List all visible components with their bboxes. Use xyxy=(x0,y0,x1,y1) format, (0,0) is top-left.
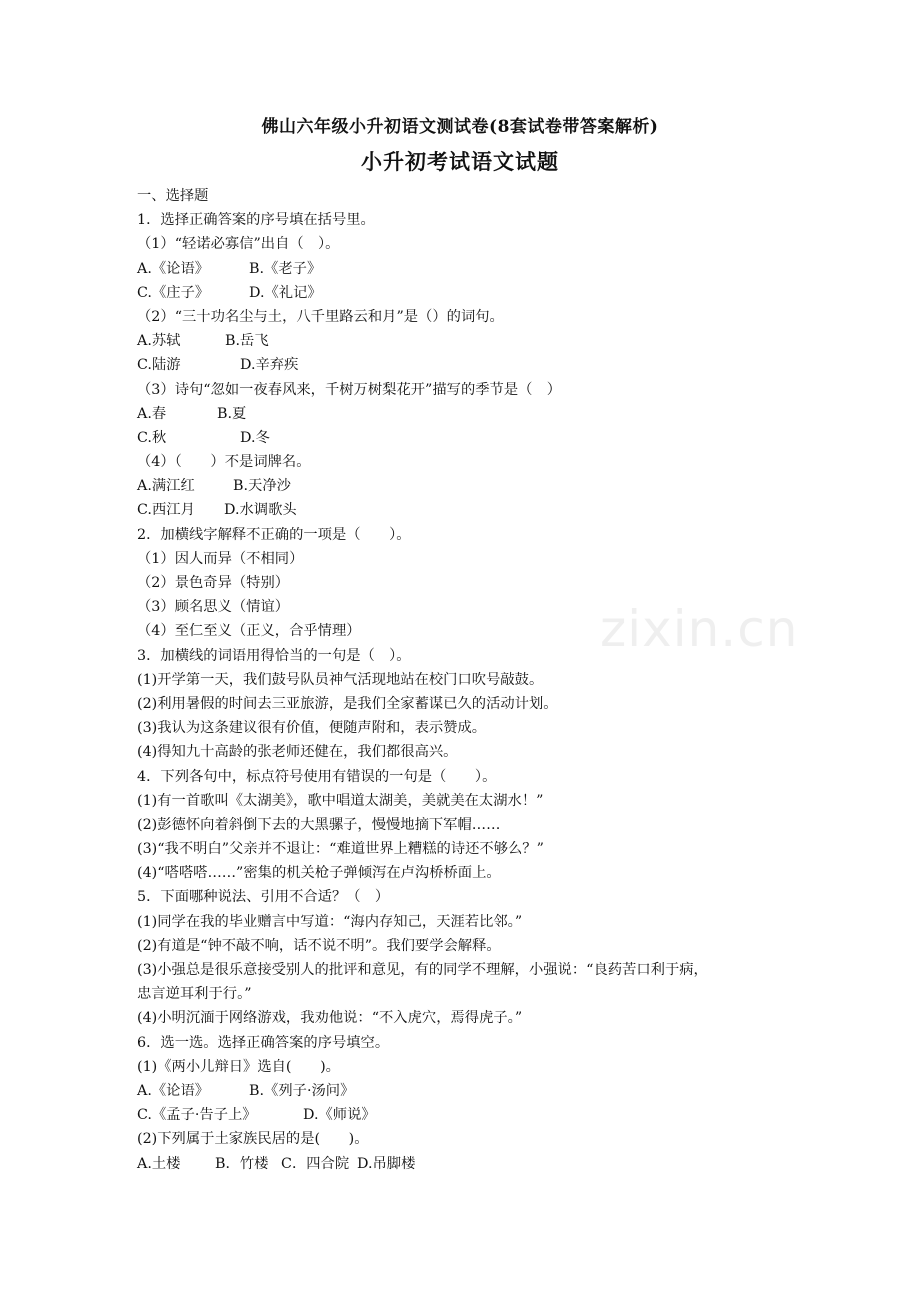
text-line: (1)有一首歌叫《太湖美》，歌中唱道太湖美，美就美在太湖水！” xyxy=(137,792,544,809)
option-row xyxy=(137,498,787,522)
text-line: (4)“嗒嗒嗒……”密集的机关枪子弹倾泻在卢沟桥桥面上。 xyxy=(137,865,501,882)
document-subtitle: 小升初考试语文试题 xyxy=(361,149,559,174)
text-line: 一、选择题 xyxy=(137,188,209,204)
option-item: A.春 xyxy=(137,405,167,422)
option-row xyxy=(137,329,787,353)
text-line: （4）（ ）不是词牌名。 xyxy=(137,454,311,471)
option-item: A.《论语》 xyxy=(137,260,210,277)
option-row xyxy=(137,1079,787,1103)
text-line: (3)我认为这条建议很有价值，便随声附和，表示赞成。 xyxy=(137,720,487,737)
text-line: （3）诗句“忽如一夜春风来，千树万树梨花开”描写的季节是（ ） xyxy=(137,381,562,398)
text-line: 3．加横线的词语用得恰当的一句是（ ）。 xyxy=(137,647,411,664)
text-line: （3）顾名思义（情谊） xyxy=(137,599,290,616)
option-item: A.苏轼 xyxy=(137,333,181,350)
option-row xyxy=(137,402,787,426)
text-line: (1)同学在我的毕业赠言中写道：“海内存知己，天涯若比邻。” xyxy=(137,913,523,930)
option-item: A.《论语》 xyxy=(137,1082,210,1099)
text-line: (4)得知九十高龄的张老师还健在，我们都很高兴。 xyxy=(137,744,458,761)
option-item: D.水调歌头 xyxy=(224,502,297,519)
option-row xyxy=(137,281,787,305)
text-line: (1)开学第一天，我们鼓号队员神气活现地站在校门口吹号敲鼓。 xyxy=(137,671,544,688)
option-item: C.《孟子·告子上》 xyxy=(137,1107,257,1124)
text-line: 6．选一选。选择正确答案的序号填空。 xyxy=(137,1034,390,1051)
option-item: B.岳飞 xyxy=(225,333,269,350)
watermark-text: zixin.cn xyxy=(600,600,799,658)
document-body xyxy=(137,184,787,1176)
option-item: A.满江红 xyxy=(137,478,195,495)
option-item: B.《列子·汤问》 xyxy=(249,1082,355,1099)
text-line: (3)小强总是很乐意接受别人的批评和意见，有的同学不理解，小强说：“良药苦口利于病， xyxy=(137,962,708,978)
option-row xyxy=(137,474,787,498)
text-line: (2)有道是“钟不敲不响，话不说不明”。我们要学会解释。 xyxy=(137,937,501,954)
text-line: 4．下列各句中，标点符号使用有错误的一句是（ ）。 xyxy=(137,768,497,785)
option-row xyxy=(137,1152,787,1176)
text-line: 忠言逆耳利于行。” xyxy=(137,986,252,1003)
option-item: D.《礼记》 xyxy=(249,284,322,301)
option-row xyxy=(137,426,787,450)
option-item: C.西江月 xyxy=(137,502,195,519)
option-item: B.夏 xyxy=(217,405,247,422)
document-title: 佛山六年级小升初语文测试卷(8套试卷带答案解析) xyxy=(261,117,659,137)
option-item: C．四合院 xyxy=(281,1155,350,1172)
text-line: (2)利用暑假的时间去三亚旅游，是我们全家蓄谋已久的活动计划。 xyxy=(137,695,558,712)
option-item: D.《师说》 xyxy=(303,1107,376,1124)
option-item: B.《老子》 xyxy=(249,260,322,277)
option-row xyxy=(137,1103,787,1127)
option-item: B.天净沙 xyxy=(233,478,291,495)
option-item: C.陆游 xyxy=(137,357,181,374)
option-row xyxy=(137,257,787,281)
text-line: （2）“三十功名尘与土，八千里路云和月”是（）的词句。 xyxy=(137,308,504,325)
text-line: 1．选择正确答案的序号填在括号里。 xyxy=(137,212,375,229)
option-item: D.吊脚楼 xyxy=(357,1155,416,1172)
option-item: B．竹楼 xyxy=(215,1155,269,1172)
text-line: 2．加横线字解释不正确的一项是（ ）。 xyxy=(137,526,411,543)
option-item: A.土楼 xyxy=(137,1155,181,1172)
option-item: C.秋 xyxy=(137,429,167,446)
text-line: (1)《两小儿辩日》选自( )。 xyxy=(137,1058,340,1075)
option-item: D.辛弃疾 xyxy=(240,357,299,374)
option-item: C.《庄子》 xyxy=(137,284,210,301)
option-row xyxy=(137,353,787,377)
text-line: (3)“我不明白”父亲并不退让：“难道世界上糟糕的诗还不够么？” xyxy=(137,841,544,858)
text-line: （2）景色奇异（特别） xyxy=(137,575,290,591)
text-line: (2)下列属于土家族民居的是( )。 xyxy=(137,1131,369,1148)
text-line: （4）至仁至义（正义，合乎情理） xyxy=(137,623,361,640)
text-line: （1）“轻诺必寡信”出自（ ）。 xyxy=(137,236,340,253)
text-line: (4)小明沉湎于网络游戏，我劝他说：“不入虎穴，焉得虎子。” xyxy=(137,1010,523,1027)
text-line: 5．下面哪种说法、引用不合适？（ ） xyxy=(137,889,390,906)
option-item: D.冬 xyxy=(240,429,270,446)
text-line: (2)彭德怀向着斜倒下去的大黑骡子，慢慢地摘下军帽…… xyxy=(137,816,501,833)
text-line: （1）因人而异（不相同） xyxy=(137,550,304,567)
